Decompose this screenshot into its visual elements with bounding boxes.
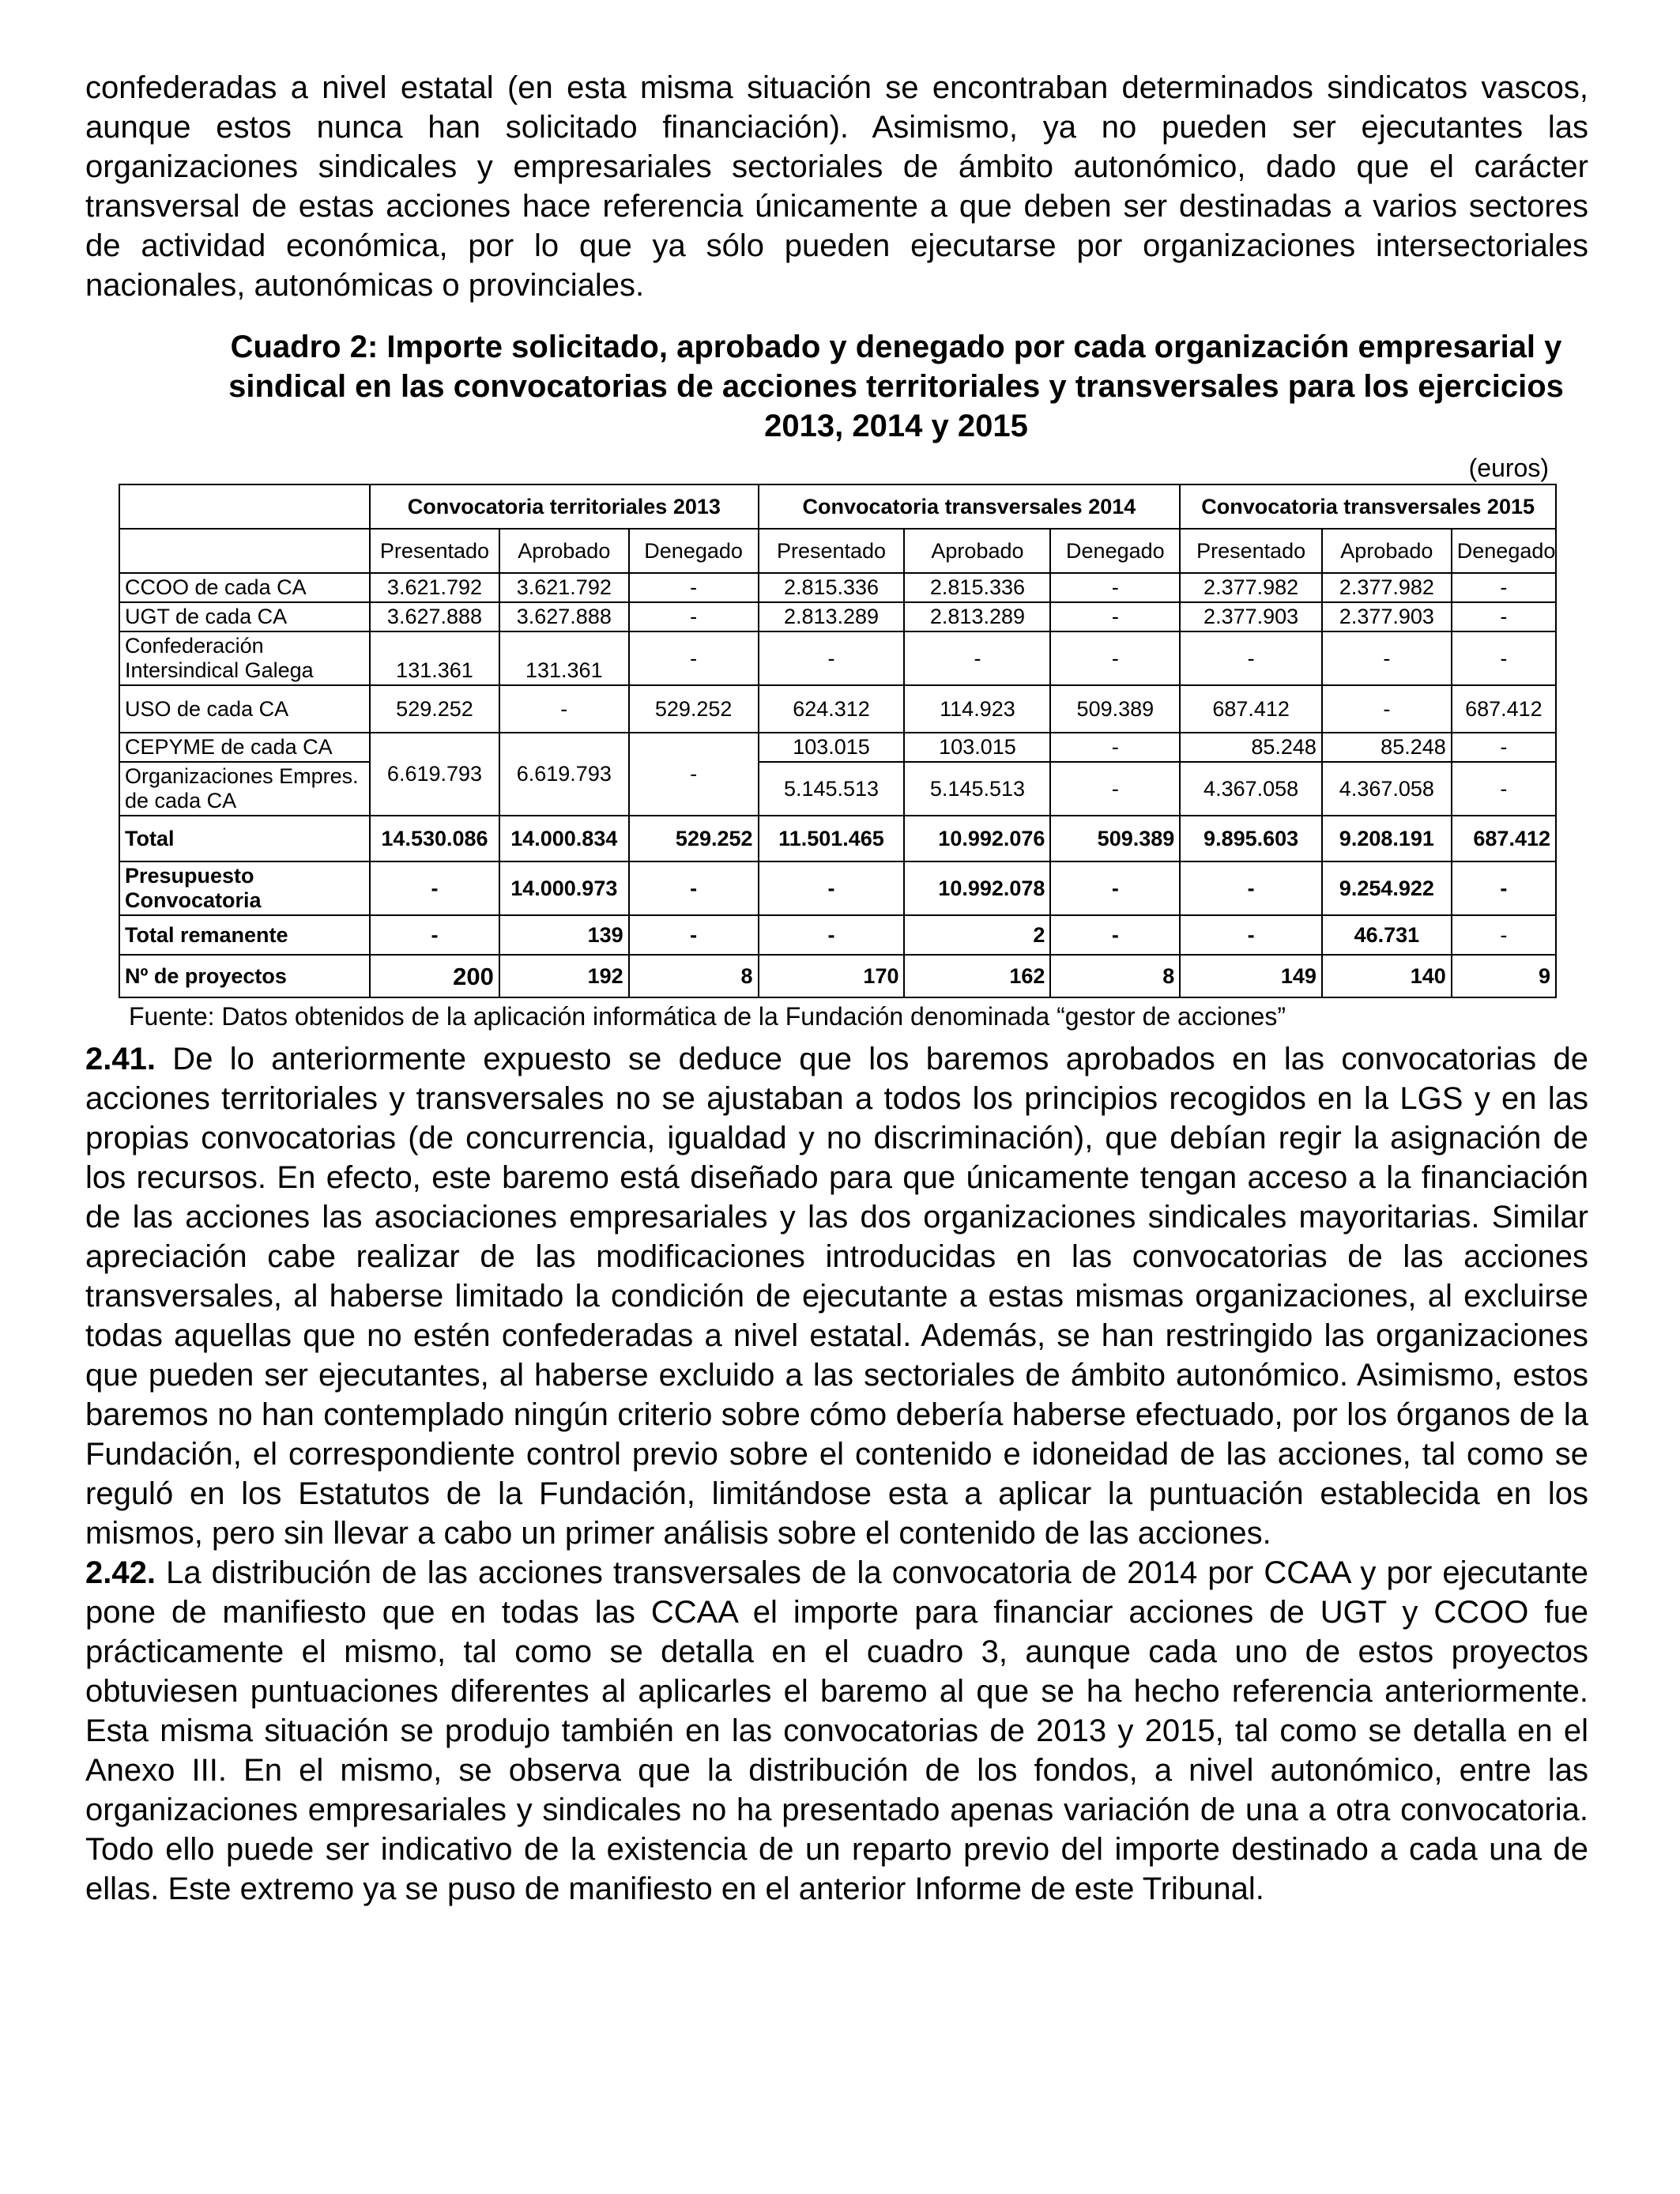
paragraph-text: La distribución de las acciones transversales de la convocatoria de 2014 por CCAA y por ejecutante pone de manifiesto que en todas las CCAA el importe para financiar acciones de UGT y CCOO fue prácticamente el mismo, tal como se detalla en el cuadro 3, aunque cada uno de estos proyectos obtuviesen puntuaciones diferentes al aplicarles el baremo al que se ha hecho referencia anteriormente. Esta misma situación se produjo también en las convocatorias de 2013 y 2015, tal como se detalla en el Anexo III. En el mismo, se observa que la distribución de los fondos, a nivel autonómico, entre las organizaciones empresariales y sindicales no ha presentado apenas variación de una a otra convocatoria. Todo ello puede ser indicativo de la existencia de un reparto previo del importe destinado a cada una de ellas. Este extremo ya se puso de manifiesto en el anterior Informe de este Tribunal. xyxy=(85,1555,1588,1906)
table-row xyxy=(119,955,1556,997)
cell: 3.621.792 xyxy=(499,573,629,602)
cell: 529.252 xyxy=(370,685,499,733)
cell: - xyxy=(499,685,629,733)
cell: 85.248 xyxy=(1180,733,1322,762)
cell: 14.530.086 xyxy=(370,816,499,861)
group-header: Convocatoria transversales 2014 xyxy=(759,484,1181,529)
table-title: Cuadro 2: Importe solicitado, aprobado y denegado por cada organización empresarial y sindical en las convocatorias de acciones territoriales y transversales para los ejercicios 2013, 2014 y 2015 xyxy=(228,330,1564,443)
sub-header: Presentado xyxy=(759,529,905,573)
cell: - xyxy=(629,861,759,915)
row-label: CCOO de cada CA xyxy=(119,573,370,602)
document-page xyxy=(85,68,1588,1909)
row-label: Total xyxy=(119,816,370,861)
cell: 2.377.903 xyxy=(1322,602,1452,631)
cell: - xyxy=(629,915,759,955)
cell: 200 xyxy=(370,955,499,997)
table-row xyxy=(119,733,1556,762)
cell: 687.412 xyxy=(1452,816,1556,861)
sub-header: Presentado xyxy=(1180,529,1322,573)
cell: - xyxy=(1050,573,1180,602)
cell: 8 xyxy=(1050,955,1180,997)
cell: - xyxy=(1180,915,1322,955)
cell: 9.254.922 xyxy=(1322,861,1452,915)
cell: 4.367.058 xyxy=(1322,762,1452,816)
table-row xyxy=(119,762,1556,816)
sub-header: Denegado xyxy=(629,529,759,573)
cell: 131.361 xyxy=(499,631,629,685)
cell: - xyxy=(1322,631,1452,685)
merged-cell: - xyxy=(629,733,759,816)
cell: - xyxy=(759,915,905,955)
merged-cell: 6.619.793 xyxy=(499,733,629,816)
cell: - xyxy=(370,915,499,955)
sub-header: Aprobado xyxy=(499,529,629,573)
cell: - xyxy=(629,631,759,685)
cell: - xyxy=(1452,631,1556,685)
merged-cell: 6.619.793 xyxy=(370,733,499,816)
sub-header: Denegado xyxy=(1050,529,1180,573)
cell: 139 xyxy=(499,915,629,955)
cell: 529.252 xyxy=(629,816,759,861)
cell: - xyxy=(1050,631,1180,685)
cell: - xyxy=(1452,861,1556,915)
cell: 11.501.465 xyxy=(759,816,905,861)
paragraph-number: 2.41. xyxy=(85,1042,156,1076)
table-row xyxy=(119,573,1556,602)
row-label: USO de cada CA xyxy=(119,685,370,733)
cell: 162 xyxy=(904,955,1050,997)
sub-header: Aprobado xyxy=(1322,529,1452,573)
cell: 624.312 xyxy=(759,685,905,733)
cell: 509.389 xyxy=(1050,685,1180,733)
sub-header-row xyxy=(119,529,1556,573)
cell: 2.815.336 xyxy=(759,573,905,602)
group-header: Convocatoria territoriales 2013 xyxy=(370,484,758,529)
cell: 2.813.289 xyxy=(904,602,1050,631)
cell: - xyxy=(1050,915,1180,955)
cell: 103.015 xyxy=(759,733,905,762)
table-row xyxy=(119,861,1556,915)
cell: 5.145.513 xyxy=(759,762,905,816)
table-row xyxy=(119,602,1556,631)
cell: - xyxy=(629,573,759,602)
group-header: Convocatoria transversales 2015 xyxy=(1180,484,1556,529)
cell: 9.208.191 xyxy=(1322,816,1452,861)
units-label: (euros) xyxy=(1468,454,1549,482)
intro-paragraph: confederadas a nivel estatal (en esta misma situación se encontraban determinados sindicatos vascos, aunque estos nunca han solicitado financiación). Asimismo, ya no pueden ser ejecutantes las organizaciones sindicales y empresariales sectoriales de ámbito autonómico, dado que el carácter transversal de estas acciones hace referencia únicamente a que deben ser destinadas a varios sectores de actividad económica, por lo que ya sólo pueden ejecutarse por organizaciones intersectoriales nacionales, autonómicas o provinciales. xyxy=(85,70,1588,303)
cell: 103.015 xyxy=(904,733,1050,762)
cell: 131.361 xyxy=(370,631,499,685)
table-row xyxy=(119,631,1556,685)
cell: 2.377.982 xyxy=(1322,573,1452,602)
row-label: Nº de proyectos xyxy=(119,955,370,997)
group-header-row xyxy=(119,484,1556,529)
cell: 2 xyxy=(904,915,1050,955)
cell: 2.377.982 xyxy=(1180,573,1322,602)
cell: 46.731 xyxy=(1322,915,1452,955)
cell: 14.000.973 xyxy=(499,861,629,915)
cell: - xyxy=(759,861,905,915)
cell: 149 xyxy=(1180,955,1322,997)
cell: - xyxy=(904,631,1050,685)
cell: - xyxy=(1180,861,1322,915)
row-label: Confederación Intersindical Galega xyxy=(119,631,370,685)
cell: 85.248 xyxy=(1322,733,1452,762)
cell: 192 xyxy=(499,955,629,997)
cell: 170 xyxy=(759,955,905,997)
paragraph-text: De lo anteriormente expuesto se deduce que los baremos aprobados en las convocatorias de acciones territoriales y transversales no se ajustaban a todos los principios recogidos en la LGS y en las propias convocatorias (de concurrencia, igualdad y no discriminación), que debían regir la asignación de los recursos. En efecto, este baremo está diseñado para que únicamente tengan acceso a la financiación de las acciones las asociaciones empresariales y las dos organizaciones sindicales mayoritarias. Similar apreciación cabe realizar de las modificaciones introducidas en las convocatorias de las acciones transversales, al haberse limitado la condición de ejecutante a estas mismas organizaciones, al excluirse todas aquellas que no estén confederadas a nivel estatal. Además, se han restringido las organizaciones que pueden ser ejecutantes, al haberse excluido a las sectoriales de ámbito autonómico. Asimismo, estos baremos no han contemplado ningún criterio sobre cómo debería haberse efectuado, por los órganos de la Fundación, el correspondiente control previo sobre el contenido e idoneidad de las acciones, tal como se reguló en los Estatutos de la Fundación, limitándose esta a aplicar la puntuación establecida en los mismos, pero sin llevar a cabo un primer análisis sobre el contenido de las acciones. xyxy=(85,1042,1588,1551)
paragraph-2-42 xyxy=(85,1553,1588,1909)
cell: 9 xyxy=(1452,955,1556,997)
row-label: Presupuesto Convocatoria xyxy=(119,861,370,915)
row-label: Total remanente xyxy=(119,915,370,955)
cell: 2.813.289 xyxy=(759,602,905,631)
source-note: Fuente: Datos obtenidos de la aplicación informática de la Fundación denominada “gestor de acciones” xyxy=(129,1002,1286,1031)
row-label: Organizaciones Empres. de cada CA xyxy=(119,762,370,816)
sub-header: Presentado xyxy=(370,529,499,573)
cell: 14.000.834 xyxy=(499,816,629,861)
cell: - xyxy=(1050,861,1180,915)
cell: - xyxy=(1452,915,1556,955)
data-table xyxy=(119,484,1557,998)
sub-header: Denegado xyxy=(1452,529,1556,573)
cell: - xyxy=(1452,602,1556,631)
paragraph-2-41 xyxy=(85,1039,1588,1553)
cell: - xyxy=(1180,631,1322,685)
cell: - xyxy=(1050,762,1180,816)
cell: - xyxy=(759,631,905,685)
cell: 687.412 xyxy=(1180,685,1322,733)
cell: 687.412 xyxy=(1452,685,1556,733)
cell: 140 xyxy=(1322,955,1452,997)
total-row xyxy=(119,816,1556,861)
row-label: CEPYME de cada CA xyxy=(119,733,370,762)
cell: 2.815.336 xyxy=(904,573,1050,602)
cell: - xyxy=(1050,602,1180,631)
cell: 2.377.903 xyxy=(1180,602,1322,631)
cell: 114.923 xyxy=(904,685,1050,733)
cell: - xyxy=(1050,733,1180,762)
cell: 5.145.513 xyxy=(904,762,1050,816)
cell: 8 xyxy=(629,955,759,997)
cell: 4.367.058 xyxy=(1180,762,1322,816)
cell: - xyxy=(370,861,499,915)
sub-header: Aprobado xyxy=(904,529,1050,573)
cell: 3.627.888 xyxy=(499,602,629,631)
cell: 529.252 xyxy=(629,685,759,733)
cell: 10.992.076 xyxy=(904,816,1050,861)
cell: - xyxy=(1452,762,1556,816)
cell: 3.621.792 xyxy=(370,573,499,602)
table-row xyxy=(119,915,1556,955)
table-row xyxy=(119,685,1556,733)
cell: - xyxy=(1452,573,1556,602)
cell: 509.389 xyxy=(1050,816,1180,861)
cell: 9.895.603 xyxy=(1180,816,1322,861)
row-label: UGT de cada CA xyxy=(119,602,370,631)
paragraph-number: 2.42. xyxy=(85,1555,156,1590)
cell: - xyxy=(1322,685,1452,733)
cell: 10.992.078 xyxy=(904,861,1050,915)
cell: - xyxy=(629,602,759,631)
cell: - xyxy=(1452,733,1556,762)
cell: 3.627.888 xyxy=(370,602,499,631)
